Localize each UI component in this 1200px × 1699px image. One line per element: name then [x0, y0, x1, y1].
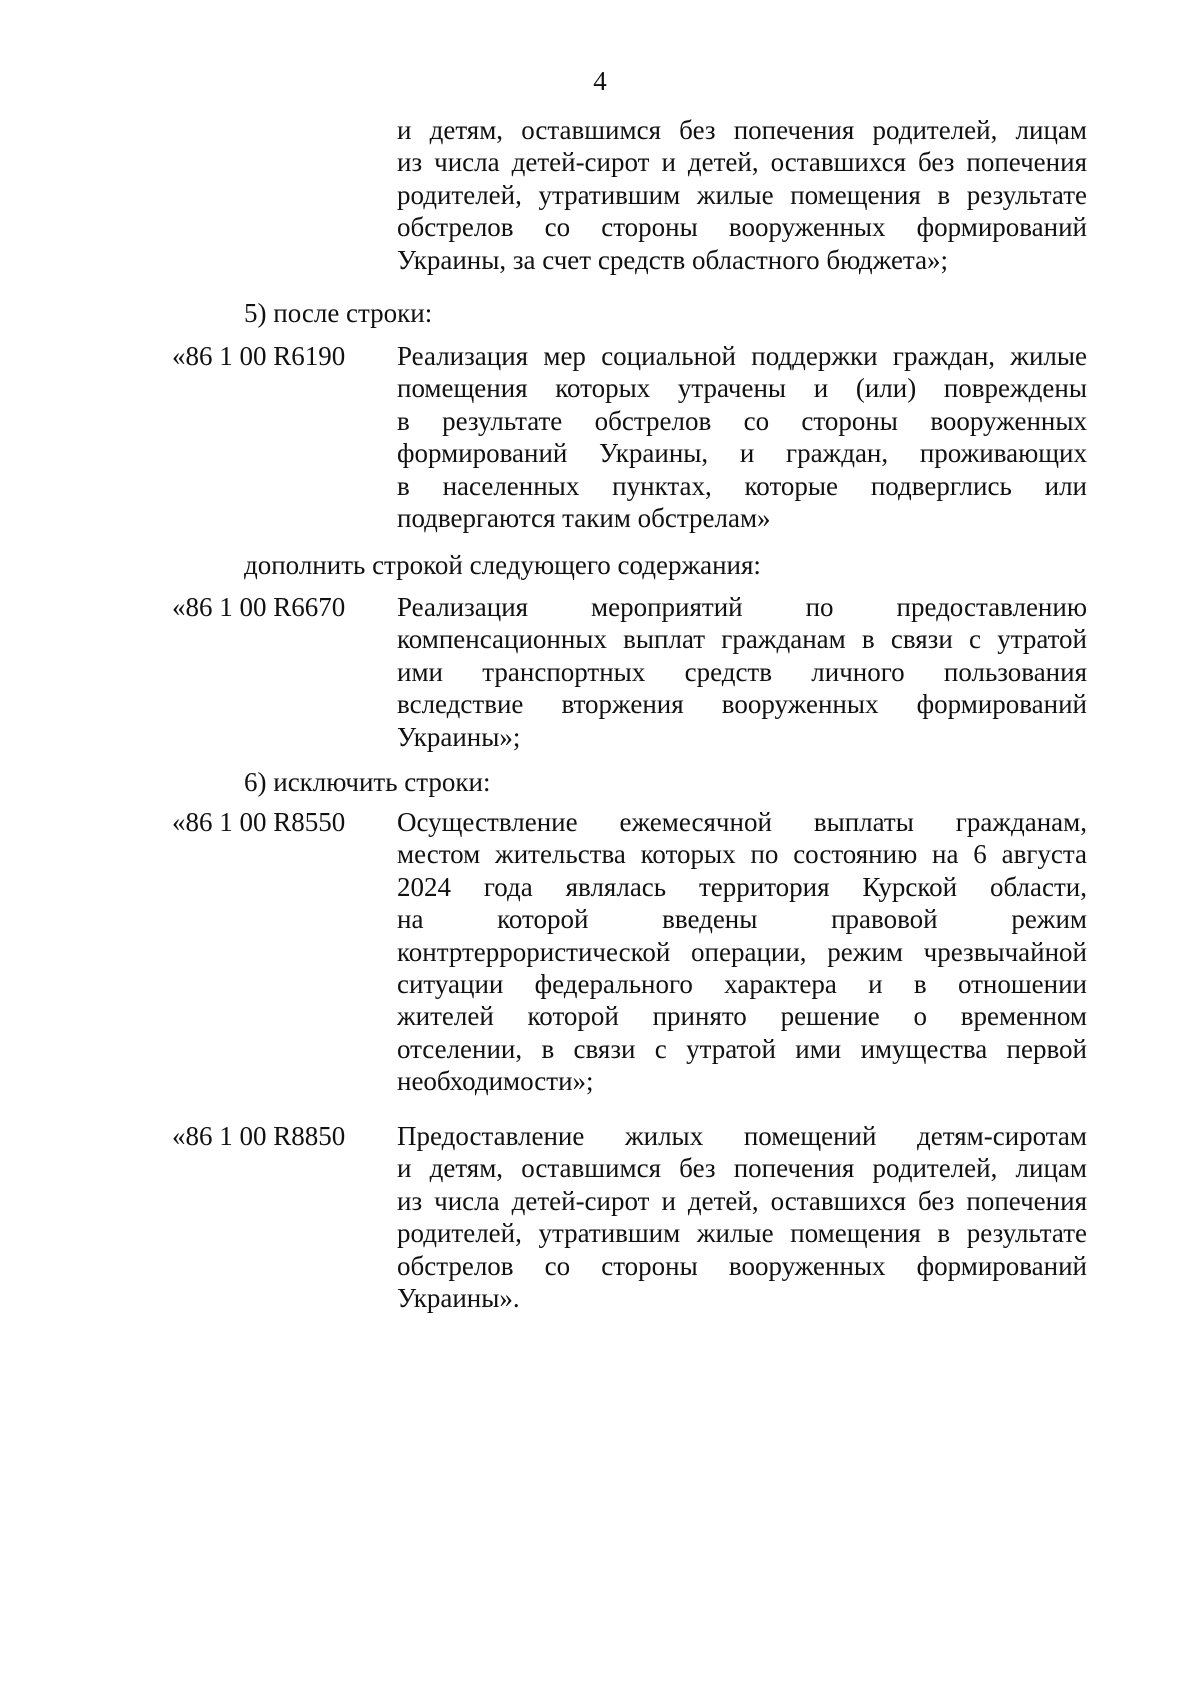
- text-line: Реализация мер социальной поддержки граждан, жилые: [397, 341, 1087, 371]
- budget-row-text-r8550: [397, 806, 1087, 1098]
- addition-instruction: дополнить строкой следующего содержания:: [244, 550, 761, 580]
- budget-row-text-r6190: [397, 340, 1087, 534]
- text-line: из числа детей-сирот и детей, оставшихся без попечения: [397, 147, 1087, 178]
- item-6-instruction: 6) исключить строки:: [244, 767, 491, 797]
- text-line: жителей которой принято решение о временном: [397, 1001, 1087, 1032]
- text-line: местом жительства которых по состоянию на 6 августа: [397, 839, 1087, 870]
- budget-code-r8850: «86 1 00 R8850: [172, 1121, 346, 1151]
- text-line: обстрелов со стороны вооруженных формирований: [397, 1250, 1087, 1281]
- text-line: 2024 года являлась территория Курской области,: [397, 871, 1087, 902]
- text-line: родителей, утратившим жилые помещения в результате: [397, 1218, 1087, 1249]
- text-line: и детям, оставшимся без попечения родителей, лицам: [397, 1153, 1087, 1184]
- text-line: Украины»;: [397, 721, 521, 752]
- text-line: вследствие вторжения вооруженных формирований: [397, 689, 1087, 720]
- text-line: подвергаются таким обстрелам»: [397, 503, 771, 534]
- text-line: и детям, оставшимся без попечения родителей, лицам: [397, 115, 1087, 145]
- item-5-instruction: 5) после строки:: [244, 298, 433, 328]
- text-line: Реализация мероприятий по предоставлению: [397, 592, 1087, 622]
- text-line: формирований Украины, и граждан, проживающих: [397, 438, 1087, 469]
- text-line: Украины, за счет средств областного бюджета»;: [397, 244, 949, 275]
- text-line: обстрелов со стороны вооруженных формирований: [397, 212, 1087, 243]
- budget-row-text-r8850: [397, 1120, 1087, 1314]
- budget-code-r6670: «86 1 00 R6670: [172, 592, 346, 622]
- text-line: необходимости»;: [397, 1066, 594, 1097]
- text-line: компенсационных выплат гражданам в связи с утратой: [397, 624, 1087, 655]
- text-line: ими транспортных средств личного пользования: [397, 656, 1087, 687]
- text-line: из числа детей-сирот и детей, оставшихся без попечения: [397, 1185, 1087, 1216]
- text-line: Украины».: [397, 1283, 520, 1314]
- continuation-text: [397, 114, 1087, 276]
- text-line: контртеррористической операции, режим чрезвычайной: [397, 936, 1087, 967]
- text-line: Предоставление жилых помещений детям-сиротам: [397, 1121, 1087, 1151]
- text-line: помещения которых утрачены и (или) повреждены: [397, 373, 1087, 404]
- budget-row-text-r6670: [397, 591, 1087, 753]
- text-line: Осуществление ежемесячной выплаты гражданам,: [397, 807, 1087, 837]
- page-number: 4: [593, 66, 607, 96]
- text-line: ситуации федерального характера и в отношении: [397, 969, 1087, 1000]
- text-line: на которой введены правовой режим: [397, 904, 1087, 935]
- budget-code-r6190: «86 1 00 R6190: [172, 341, 346, 371]
- text-line: в населенных пунктах, которые подверглись или: [397, 470, 1087, 501]
- text-line: родителей, утратившим жилые помещения в результате: [397, 179, 1087, 210]
- budget-code-r8550: «86 1 00 R8550: [172, 807, 346, 837]
- text-line: отселении, в связи с утратой ими имущества первой: [397, 1033, 1087, 1064]
- text-line: в результате обстрелов со стороны вооруженных: [397, 405, 1087, 436]
